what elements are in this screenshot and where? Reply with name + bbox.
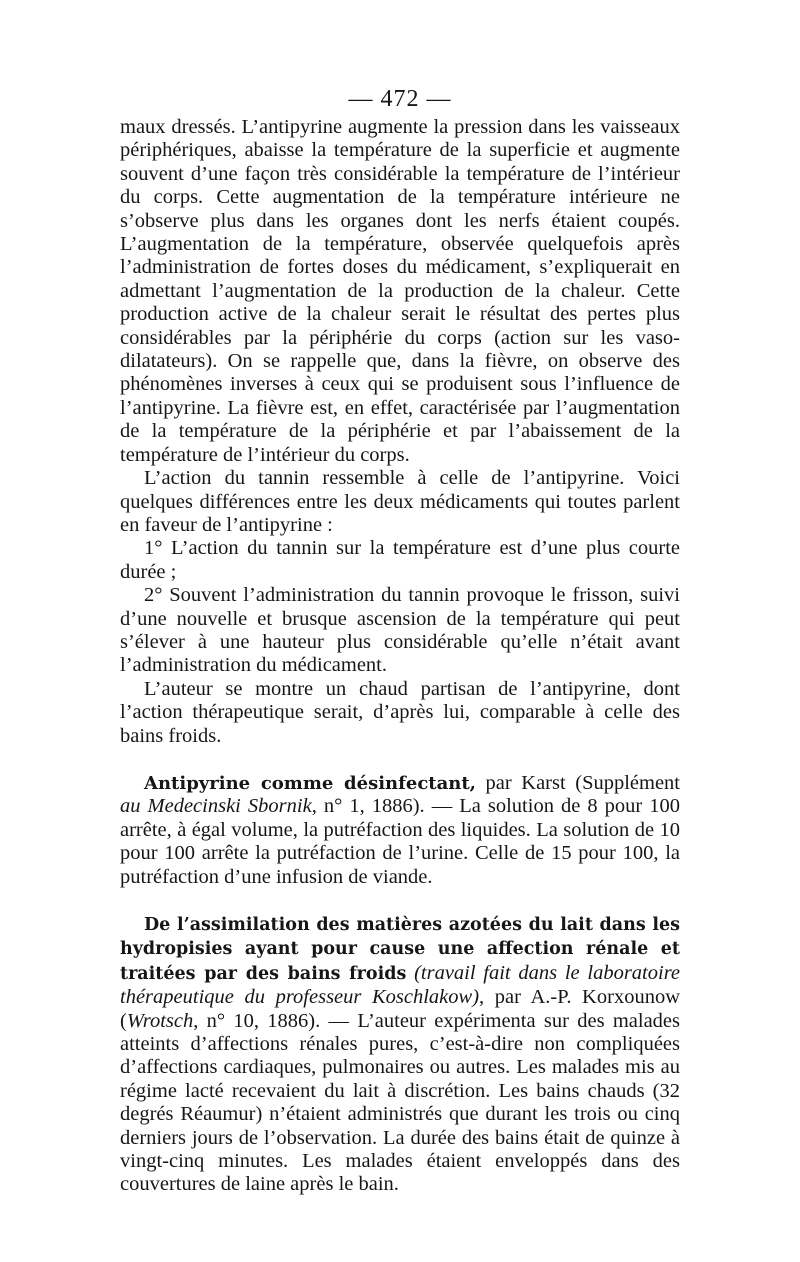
article-milk-assimilation <box>120 913 680 1197</box>
article-antipyrine-disinfectant <box>120 772 680 889</box>
page-body <box>120 116 680 1197</box>
article-source: (travail fait dans le laboratoire thérapeutique du professeur Koschlakow) <box>120 961 681 1009</box>
article-heading: Antipyrine comme désinfectant, <box>144 772 476 794</box>
article-text: , n° 1, 1886). — La solution de 8 pour 100 arrête, à égal volume, la putréfaction des liquides. La solution de 10 pour 100 arrête la putréfaction de l’urine. Celle de 15 pour 100, la putréfaction d’une infusion de viande. <box>120 795 680 888</box>
paragraph-author-conclusion: L’auteur se montre un chaud partisan de l’antipyrine, dont l’action thérapeutique serait, d’après lui, comparable à celle des bains froids. <box>120 677 680 747</box>
article-text: , n° 10, 1886). — L’auteur expérimenta sur des malades atteints d’affections rénales pures, c’est-à-dire non compliquées d’affections cardiaques, pulmonaires ou autres. Les malades mis au régime lacté recevaient du lait à discrétion. Les bains chauds (32 degrés Réaumur) n’étaient administrés que durant les trois ou cinq derniers jours de l’observation. La durée des bains était de quinze à vingt-cinq minutes. Les malades étaient enveloppés dans des couvertures de laine après le bain. <box>120 1009 680 1196</box>
article-heading: De l’assimilation des matières azotées du lait dans les hydropisies ayant pour cause une affection rénale et traitées par des bains froids <box>120 915 680 984</box>
page-number: — 472 — <box>348 86 452 112</box>
list-item-2: 2° Souvent l’administration du tannin provoque le frisson, suivi d’une nouvelle et brusque ascension de la température qui peut s’élever à une hauteur plus considérable qu’elle n’était avant l’administration du médicament. <box>120 584 680 677</box>
paragraph-tannin-comparison: L’action du tannin ressemble à celle de l’antipyrine. Voici quelques différences entre les deux médicaments qui toutes parlent en faveur de l’antipyrine : <box>120 467 680 536</box>
article-author: par Karst (Supplément <box>475 771 681 794</box>
article-source: au Medecinski Sbornik <box>120 795 312 818</box>
article-author: , par A.-P. Korxounow ( <box>120 986 680 1032</box>
article-journal: Wrotsch <box>126 1009 194 1032</box>
paragraph-antipyrine-effects: maux dressés. L’antipyrine augmente la pression dans les vaisseaux périphériques, abaisse la température de la superficie et augmente souvent d’une façon très considérable la température de l’intérieur du corps. Cette augmentation de la température intérieure ne s’observe plus dans les organes dont les nerfs étaient coupés. L’augmentation de la température, observée quelquefois après l’administration de fortes doses du médicament, s’expliquerait en admettant l’augmentation de la production de la chaleur. Cette production active de la chaleur serait le résultat des pertes plus considérables par la périphérie du corps (action sur les vaso-dilatateurs). On se rappelle que, dans la fièvre, on observe des phénomènes inverses à ceux qui se produisent sous l’influence de l’antipyrine. La fièvre est, en effet, caractérisée par l’augmentation de la température de la périphérie et par l’abaissement de la température de l’intérieur du corps. <box>120 116 680 466</box>
list-item-1: 1° L’action du tannin sur la température est d’une plus courte durée ; <box>120 537 680 583</box>
